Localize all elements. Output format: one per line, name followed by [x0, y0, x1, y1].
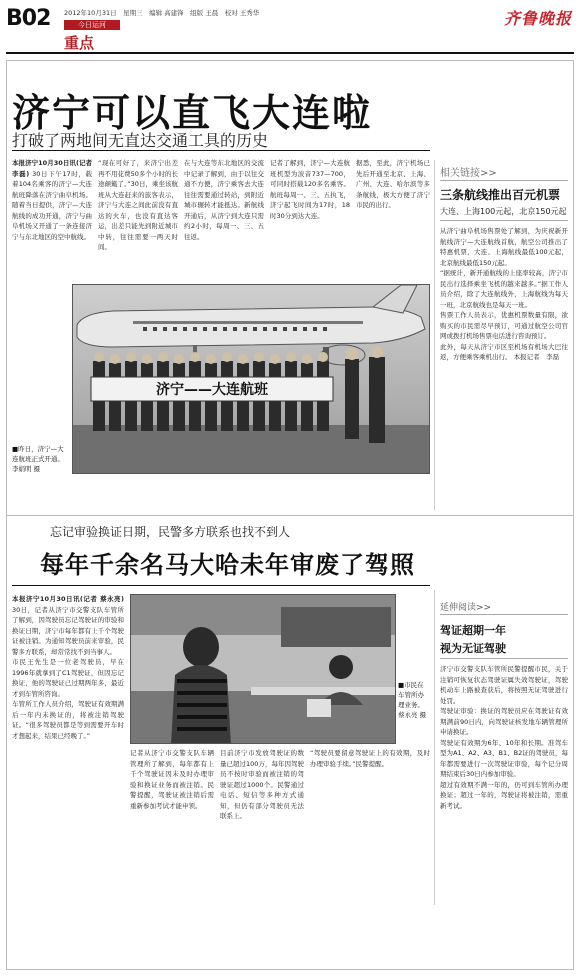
sidebar1-para-4: 此外，每天从济宁市区至机场有机场大巴往返，方便乘客乘机出行。 本报记者 李磊 — [440, 342, 568, 361]
sidebar2-para-3: 驾驶证有效期为6年、10年和长期。准驾车型为A1、A2、A3、B1、B2证的驾驶员，每年都需要进行一次驾驶证审验，每个记分周期结束后30日内参加审验。 — [440, 738, 568, 778]
newspaper-logo: 齐鲁晚报 — [503, 9, 572, 28]
story1-col-3 — [184, 158, 264, 282]
story2-para-1: 30日，记者从济宁市交警支队车管所了解到，因驾驶员忘记驾驶证的审验和换证日期，济宁市每年都有上千个驾驶证被注销。为通知驾驶员前来审验，民警多方联系，却常常找不到当事人。 — [12, 605, 124, 656]
sidebar2-title-line-1: 驾证超期一年 — [440, 624, 506, 637]
story1-para-2: “现在可好了，来济宁出差再不用花费50多个小时的长途颠簸了。”30日，乘坐该航班从大连赶来的旅客表示，济宁与大连之间此前没有直达的火车，也没有直达客运，出差只能先到附近城市中转，往往需要一两天时间。 — [98, 159, 178, 251]
sidebar1-subtitle: 大连、上海100元起，北京150元起 — [440, 207, 567, 216]
page-number: B02 — [6, 6, 51, 31]
sidebar1-para-3: 售票工作人员表示，优惠机票数量有限，欲购买的市民需尽早预订，可通过航空公司官网或拨打机场售票电话进行咨询预订。 — [440, 311, 568, 340]
story1-photo-caption: ■昨日，济宁—大连航班正式开通。 李娟明 摄 — [12, 445, 64, 473]
column-divider-2 — [434, 590, 435, 905]
story1-para-3: 在与大连等东北地区的交流中记录了解到，由于以往交通不方便，济宁乘客去大连往往需要通过转站，到附近城市辗转才能抵达。新航线开通后，从济宁到大连只需约2小时，每周一、三、五往返。 — [184, 159, 264, 241]
edition-meta: 2012年10月31日 星期三 编辑 高建锋 组版 王晨 校对 王秀华 — [64, 9, 260, 17]
story1-col-1 — [12, 158, 92, 282]
story1-col-4 — [270, 158, 350, 282]
frame-divider — [6, 515, 574, 516]
story2-para-6: “驾驶员要留意驾驶证上的有效期，及时办理审验手续。”民警提醒。 — [310, 749, 430, 768]
sidebar1-rule-2 — [440, 220, 568, 221]
extended-reading-header: 延伸阅读>> — [440, 603, 492, 613]
story2-para-4: 记者从济宁市交警支队车辆管理所了解到，每年都有上千个驾驶证因未及时办理审验和换证业务而被注销。民警提醒，驾驶证被注销后需重新参加考试才能申领。 — [130, 749, 214, 810]
story2-kicker: 忘记审验换证日期，民警多方联系也找不到人 — [50, 525, 291, 539]
story1-lead: 本报济宁10月30日讯(记者 李磊) — [12, 159, 92, 178]
section-name: 重点 — [64, 34, 95, 52]
sidebar2-rule-2 — [440, 658, 568, 659]
column-divider — [434, 160, 435, 510]
story1-rule — [12, 150, 430, 151]
story2-para-5: 目前济宁市发放驾驶证的数量已超过100万，每年因驾驶员不按时审验而被注销的驾驶证超过1000个。民警通过电话、短信等多种方式通知，但仍有部分驾驶员无法联系上。 — [220, 749, 304, 820]
story2-para-2: 市民王先生是一位老驾驶员，早在1996年就拿到了C1驾驶证，但因忘记换证，他的驾驶证已过期两年多，最近才到车管所咨询。 — [12, 658, 124, 698]
sidebar2-para-4: 超过有效期不满一年的，仍可到车管所办理换证；超过一年的，驾驶证将被注销，需重新考试。 — [440, 780, 568, 810]
sidebar1-body — [440, 226, 568, 508]
story1-subhead: 打破了两地间无直达交通工具的历史 — [12, 131, 269, 150]
story2-col-1 — [12, 594, 124, 904]
story1-para-1: 30日下午17时，载着104名乘客的济宁—大连航班降落在济宁曲阜机场。随着当日提供，济宁—大连航线的成功开通，济宁与曲阜机场又开通了一条连接济宁与东北地区的空中航线。 — [12, 169, 92, 241]
sidebar1-para-2: “据统计，新开通航线的上座率较高，济宁市民出行选择乘坐飞机的越来越多。”据工作人员介绍，除了大连航线外，上海航线为每天一班，北京航线也是每天一班。 — [440, 269, 568, 309]
sidebar2-body — [440, 664, 568, 904]
photo-banner-text: 济宁——大连航班 — [156, 382, 268, 398]
top-rule — [6, 52, 574, 54]
masthead — [0, 0, 580, 56]
story2-col-3 — [220, 748, 304, 904]
sidebar2-rule — [440, 614, 568, 615]
sidebar2-para-2: 驾驶证审验：换证的驾驶员应在驾驶证有效期满前90日内，向驾驶证核发地车辆管理所申请换证。 — [440, 707, 568, 736]
story2-photo-caption: ■市民在车管所办理业务。 蔡永亮 摄 — [398, 681, 427, 719]
story1-para-4: 记者了解到，济宁—大连航班机型为波音737—700，可同时搭载120多名乘客。航班每周一、三、五执飞，济宁起飞时间为17时，18时30分到达大连。 — [270, 159, 350, 220]
sidebar1-para-1: 从济宁曲阜机场售票处了解到，为庆祝新开航线济宁—大连航线首航，航空公司推出了特惠机票，大连、上海航线最低100元起，北京航线最低150元起。 — [440, 227, 568, 267]
airplane-ceremony-photo — [72, 284, 430, 474]
sidebar1-title: 三条航线推出百元机票 — [440, 188, 561, 202]
story1-headline: 济宁可以直飞大连啦 — [12, 91, 373, 135]
story2-col-4 — [310, 748, 430, 904]
story2-para-3: 车管所工作人员介绍，驾驶证有效期满后一年内未换证的，将被注销驾驶证。“很多驾驶员都是等到需要开车时才想起来，结果已经晚了。” — [12, 700, 124, 740]
sidebar2-para-1: 济宁市交警支队车管所民警提醒市民，关于注销可恢复状态驾驶证属失效驾驶证，驾驶机动车上路被查获后，将按照无证驾驶进行处罚。 — [440, 665, 568, 705]
story2-headline: 每年千余名马大哈未年审废了驾照 — [40, 551, 415, 579]
sidebar1-rule — [440, 180, 568, 181]
story2-rule — [12, 585, 430, 586]
story1-col-2 — [98, 158, 178, 282]
sidebar2-title-line-2: 视为无证驾驶 — [440, 642, 506, 655]
story2-lead: 本报济宁10月30日讯(记者 蔡永亮) — [12, 595, 124, 603]
story2-col-2 — [130, 748, 214, 904]
story1-col-5 — [356, 158, 430, 282]
related-link-header: 相关链接>> — [440, 168, 497, 179]
story1-para-5: 据悉，至此，济宁机场已先后开通至北京、上海、广州、大连、哈尔滨等多条航线，极大方便了济宁市民的出行。 — [356, 159, 430, 209]
vehicle-office-photo — [130, 594, 396, 744]
section-tab: 今日运河 — [64, 20, 120, 30]
story1-tail — [12, 478, 430, 510]
